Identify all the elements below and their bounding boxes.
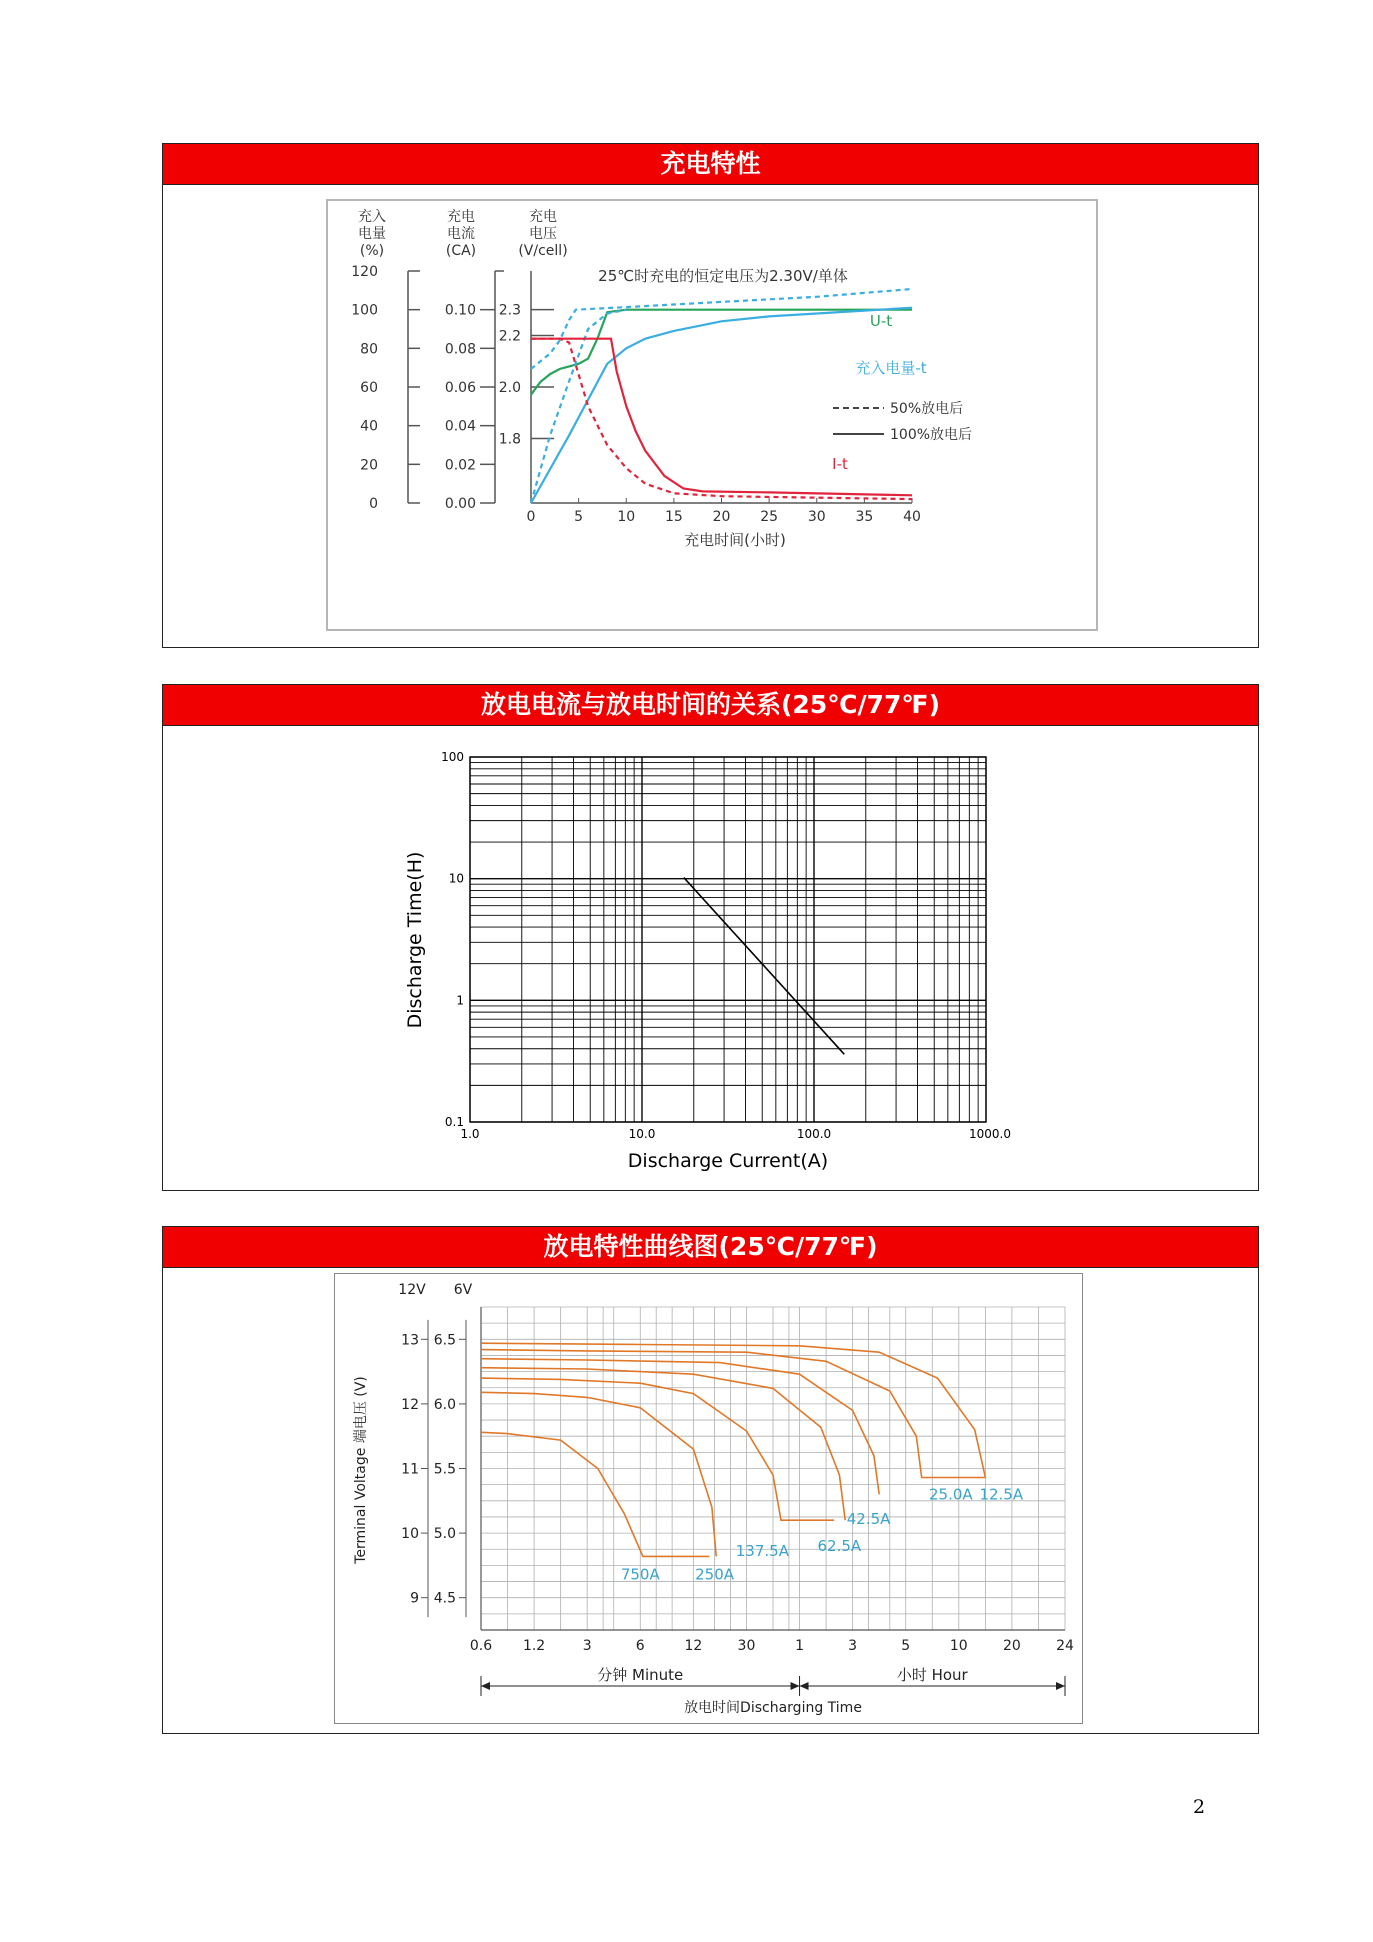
x-tick-label: 24 <box>1056 1638 1074 1654</box>
section-discharge-curves <box>162 1226 1259 1734</box>
x-tick-label: 3 <box>582 1638 592 1654</box>
charge-chart-frame <box>326 199 1098 631</box>
legend-solid-label: 100%放电后 <box>890 427 973 443</box>
section-current-vs-time <box>162 684 1259 1191</box>
curve-label-capacity: 充入电量-t <box>855 359 927 377</box>
discharge-current-time-chart <box>163 726 1258 1191</box>
tick-label-6v: 6.0 <box>433 1396 456 1413</box>
capacity-tick-label: 60 <box>360 380 378 396</box>
range-arrowhead <box>791 1682 800 1690</box>
voltage-tick-label: 2.3 <box>498 302 521 319</box>
x-tick-label: 6 <box>635 1638 645 1654</box>
axis-header-1: 电流 <box>447 226 475 242</box>
charge-characteristics-chart <box>328 201 1096 629</box>
discharge-curve <box>481 1343 985 1477</box>
series-label: 42.5A <box>846 1509 891 1528</box>
range-arrowhead <box>800 1682 809 1690</box>
series-label: 12.5A <box>979 1485 1024 1504</box>
axis-header-2: 充电 <box>529 209 557 225</box>
capacity-tick-label: 100 <box>351 302 378 319</box>
tick-label-12v: 11 <box>401 1461 419 1478</box>
x-tick-label: 20 <box>712 509 731 525</box>
x-tick-label: 10.0 <box>628 1127 656 1141</box>
discharge-curves-frame <box>334 1273 1083 1724</box>
voltage-tick-label: 2.2 <box>498 328 521 345</box>
x-axis-title: 充电时间(小时) <box>684 531 786 549</box>
plot-border <box>470 757 986 1122</box>
discharge-curve <box>481 1392 716 1556</box>
axis-header-6v: 6V <box>453 1282 473 1298</box>
axis-header-1: 充电 <box>447 209 475 225</box>
series-label: 750A <box>620 1565 660 1584</box>
current-tick-label: 0.08 <box>444 341 476 358</box>
section-title: 放电电流与放电时间的关系(25℃/77℉) <box>163 685 1258 726</box>
legend-dashed-label: 50%放电后 <box>890 401 964 417</box>
axis-header-0: (%) <box>359 243 385 259</box>
discharge-characteristics-chart <box>335 1274 1082 1723</box>
x-tick-label: 20 <box>1002 1638 1021 1654</box>
x-tick-label: 0.6 <box>469 1638 493 1654</box>
current-tick-label: 0.06 <box>444 380 476 396</box>
x-tick-label: 25 <box>760 509 779 525</box>
current-tick-label: 0.02 <box>444 457 476 474</box>
x-tick-label: 10 <box>949 1638 968 1654</box>
axis-header-12v: 12V <box>398 1282 426 1298</box>
section-title: 充电特性 <box>163 144 1258 185</box>
y-tick-label: 1 <box>456 993 464 1008</box>
x-tick-label: 1 <box>795 1638 805 1654</box>
page-number: 2 <box>1193 1796 1206 1818</box>
x-tick-label: 30 <box>807 509 826 525</box>
x-tick-label: 1000.0 <box>969 1127 1011 1141</box>
discharge-curve <box>481 1368 845 1521</box>
curve-label-current: I-t <box>832 455 848 473</box>
y-tick-label: 10 <box>448 871 464 886</box>
series-充入电量-t-solid <box>531 308 912 503</box>
tick-label-12v: 12 <box>401 1396 419 1413</box>
y-axis-title: Discharge Time(H) <box>404 851 426 1029</box>
section-charge-characteristics <box>162 143 1259 648</box>
x-tick-label: 5 <box>901 1638 911 1654</box>
x-tick-label: 1.2 <box>522 1638 546 1654</box>
tick-label-6v: 4.5 <box>433 1590 456 1607</box>
tick-label-6v: 5.0 <box>433 1526 456 1543</box>
y-tick-label: 100 <box>441 750 464 764</box>
series-line <box>684 878 845 1055</box>
x-axis-title: 放电时间Discharging Time <box>684 1700 862 1716</box>
axis-header-0: 充入 <box>358 209 386 225</box>
tick-label-6v: 5.5 <box>433 1461 456 1478</box>
capacity-tick-label: 0 <box>369 496 378 512</box>
x-tick-label: 35 <box>855 509 874 525</box>
x-tick-label: 0 <box>526 509 536 525</box>
axis-header-0: 电量 <box>358 226 386 242</box>
section-title: 放电特性曲线图(25℃/77℉) <box>163 1227 1258 1268</box>
chart-title: 25℃时充电的恒定电压为2.30V/单体 <box>598 267 848 285</box>
voltage-tick-label: 1.8 <box>498 431 521 448</box>
capacity-tick-label: 20 <box>360 457 378 474</box>
tick-label-12v: 10 <box>401 1526 419 1543</box>
tick-label-6v: 6.5 <box>433 1332 456 1349</box>
discharge-curve <box>481 1432 709 1556</box>
y-axis-title: Terminal Voltage 端电压 (V) <box>353 1376 369 1564</box>
range-label-hour: 小时 Hour <box>896 1666 968 1684</box>
voltage-tick-label: 2.0 <box>498 380 521 396</box>
range-label-minute: 分钟 Minute <box>597 1666 684 1684</box>
capacity-tick-label: 40 <box>360 418 378 435</box>
current-tick-label: 0.04 <box>444 418 476 435</box>
axis-header-1: (CA) <box>445 243 477 259</box>
range-arrowhead <box>1056 1682 1065 1690</box>
capacity-tick-label: 80 <box>360 341 378 358</box>
range-arrowhead <box>481 1682 490 1690</box>
series-label: 25.0A <box>929 1485 973 1504</box>
x-tick-label: 12 <box>684 1638 703 1654</box>
x-tick-label: 10 <box>617 509 636 525</box>
x-tick-label: 5 <box>574 509 584 525</box>
tick-label-12v: 9 <box>410 1590 419 1607</box>
series-label: 62.5A <box>817 1537 862 1556</box>
current-tick-label: 0.00 <box>444 496 476 512</box>
x-tick-label: 1.0 <box>460 1127 480 1141</box>
x-tick-label: 100.0 <box>796 1127 832 1141</box>
series-U-t-solid <box>531 310 912 395</box>
x-tick-label: 15 <box>664 509 683 525</box>
x-axis-title: Discharge Current(A) <box>627 1150 829 1172</box>
y-tick-label: 0.1 <box>444 1115 464 1129</box>
axis-header-2: 电压 <box>529 226 557 242</box>
x-tick-label: 3 <box>848 1638 858 1654</box>
series-label: 137.5A <box>735 1542 789 1561</box>
capacity-tick-label: 120 <box>351 264 378 280</box>
x-tick-label: 30 <box>737 1638 756 1654</box>
tick-label-12v: 13 <box>401 1332 419 1349</box>
curve-label-voltage: U-t <box>869 312 893 330</box>
series-label: 250A <box>695 1565 735 1584</box>
x-tick-label: 40 <box>903 509 921 525</box>
axis-header-2: (V/cell) <box>518 243 568 259</box>
current-tick-label: 0.10 <box>444 302 476 319</box>
